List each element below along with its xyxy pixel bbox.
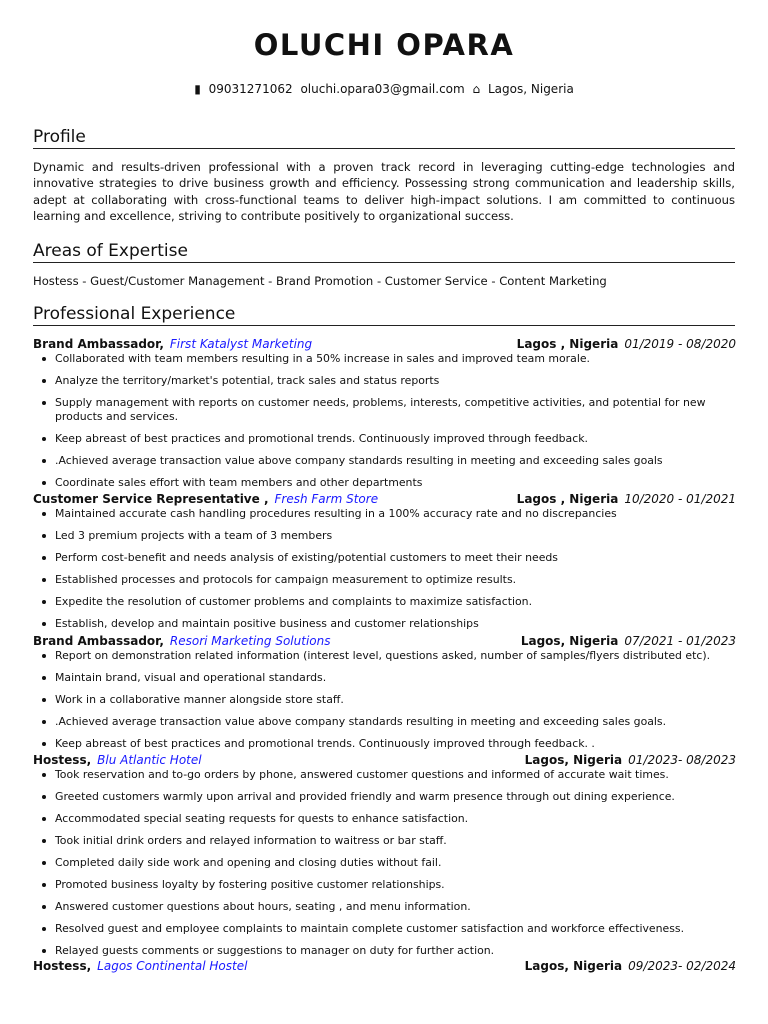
- list-item: Expedite the resolution of customer problems and complaints to maximize satisfaction.: [33, 595, 736, 609]
- job-dates: 09/2023- 02/2024: [628, 959, 736, 973]
- list-item: Establish, develop and maintain positive business and customer relationships: [33, 617, 736, 631]
- section-heading-experience: Professional Experience: [33, 304, 735, 326]
- phone-icon: ▮: [194, 82, 201, 96]
- job-bullets: [33, 352, 736, 490]
- candidate-name: OLUCHI OPARA: [253, 28, 515, 62]
- list-item: Maintained accurate cash handling procedures resulting in a 100% accuracy rate and no discrepancies: [33, 507, 736, 521]
- list-item: Took initial drink orders and relayed information to waitress or bar staff.: [33, 834, 736, 848]
- list-item: Promoted business loyalty by fostering positive customer relationships.: [33, 878, 736, 892]
- email[interactable]: oluchi.opara03@gmail.com: [300, 82, 465, 96]
- list-item: Work in a collaborative manner alongside store staff.: [33, 693, 736, 707]
- list-item: Analyze the territory/market's potential, track sales and status reports: [33, 374, 736, 388]
- job-entry: [33, 633, 736, 759]
- job-header: [33, 633, 736, 649]
- job-title: Customer Service Representative ,: [33, 492, 269, 506]
- job-dates: 07/2021 - 01/2023: [624, 634, 736, 648]
- list-item: .Achieved average transaction value above company standards resulting in meeting and exceeding sales goals: [33, 454, 736, 468]
- list-item: .Achieved average transaction value above company standards resulting in meeting and exceeding sales goals.: [33, 715, 736, 729]
- list-item: Took reservation and to-go orders by phone, answered customer questions and informed of accurate wait times.: [33, 768, 736, 782]
- job-title: Brand Ambassador,: [33, 337, 164, 351]
- list-item: Collaborated with team members resulting in a 50% increase in sales and improved team morale.: [33, 352, 736, 366]
- job-location: Lagos , Nigeria: [516, 492, 619, 506]
- job-dates: 01/2019 - 08/2020: [624, 337, 736, 351]
- list-item: Answered customer questions about hours, seating , and menu information.: [33, 900, 736, 914]
- list-item: Keep abreast of best practices and promotional trends. Continuously improved through feedback. .: [33, 737, 736, 751]
- list-item: Maintain brand, visual and operational standards.: [33, 671, 736, 685]
- job-entry: [33, 491, 736, 639]
- job-location: Lagos , Nigeria: [516, 337, 619, 351]
- job-header: [33, 336, 736, 352]
- list-item: Relayed guests comments or suggestions to manager on duty for further action.: [33, 944, 736, 958]
- job-header: [33, 491, 736, 507]
- company-link[interactable]: Lagos Continental Hostel: [97, 959, 248, 973]
- job-dates: 10/2020 - 01/2021: [624, 492, 736, 506]
- list-item: Led 3 premium projects with a team of 3 members: [33, 529, 736, 543]
- job-title: Brand Ambassador,: [33, 634, 164, 648]
- list-item: Keep abreast of best practices and promotional trends. Continuously improved through feedback.: [33, 432, 736, 446]
- job-entry: [33, 336, 736, 498]
- job-dates: 01/2023- 08/2023: [628, 753, 736, 767]
- job-bullets: [33, 649, 736, 751]
- job-location: Lagos, Nigeria: [524, 959, 623, 973]
- phone: 09031271062: [208, 82, 293, 96]
- job-header: [33, 752, 736, 768]
- list-item: Established processes and protocols for campaign measurement to optimize results.: [33, 573, 736, 587]
- company-link[interactable]: Blu Atlantic Hotel: [97, 753, 202, 767]
- job-location: Lagos, Nigeria: [520, 634, 619, 648]
- job-title: Hostess,: [33, 753, 92, 767]
- job-header: [33, 958, 736, 974]
- job-title: Hostess,: [33, 959, 92, 973]
- section-heading-profile: Profile: [33, 127, 735, 149]
- job-location: Lagos, Nigeria: [524, 753, 623, 767]
- expertise-text: Hostess - Guest/Customer Management - Brand Promotion - Customer Service - Content Marketing: [33, 274, 607, 288]
- list-item: Supply management with reports on customer needs, problems, interests, competitive activities, and potential for new products and services.: [33, 396, 736, 424]
- section-heading-expertise: Areas of Expertise: [33, 241, 735, 263]
- company-link[interactable]: Fresh Farm Store: [274, 492, 379, 506]
- list-item: Greeted customers warmly upon arrival and provided friendly and warm presence through out dining experience.: [33, 790, 736, 804]
- list-item: Accommodated special seating requests for quests to enhance satisfaction.: [33, 812, 736, 826]
- company-link[interactable]: Resori Marketing Solutions: [169, 634, 331, 648]
- home-icon: ⌂: [472, 82, 481, 96]
- job-entry: [33, 958, 736, 974]
- list-item: Coordinate sales effort with team members and other departments: [33, 476, 736, 490]
- list-item: Report on demonstration related information (interest level, questions asked, number of samples/flyers distributed etc).: [33, 649, 736, 663]
- list-item: Completed daily side work and opening and closing duties without fail.: [33, 856, 736, 870]
- list-item: Perform cost-benefit and needs analysis of existing/potential customers to meet their needs: [33, 551, 736, 565]
- company-link[interactable]: First Katalyst Marketing: [169, 337, 313, 351]
- job-bullets: [33, 507, 736, 631]
- contact-line: [0, 82, 768, 96]
- job-bullets: [33, 768, 736, 958]
- list-item: Resolved guest and employee complaints to maintain complete customer satisfaction and workforce effectiveness.: [33, 922, 736, 936]
- job-entry: [33, 752, 736, 966]
- location: Lagos, Nigeria: [488, 82, 574, 96]
- profile-text: Dynamic and results-driven professional with a proven track record in leveraging cutting-edge technologies and innovative strategies to drive business growth and efficiency. Possessing strong communication and leadership skills, adept at collaborating with cross-functional teams to deliver high-impact solutions. I am committed to continuous learning and excellence, striving to contribute positively to organizational success.: [33, 160, 735, 223]
